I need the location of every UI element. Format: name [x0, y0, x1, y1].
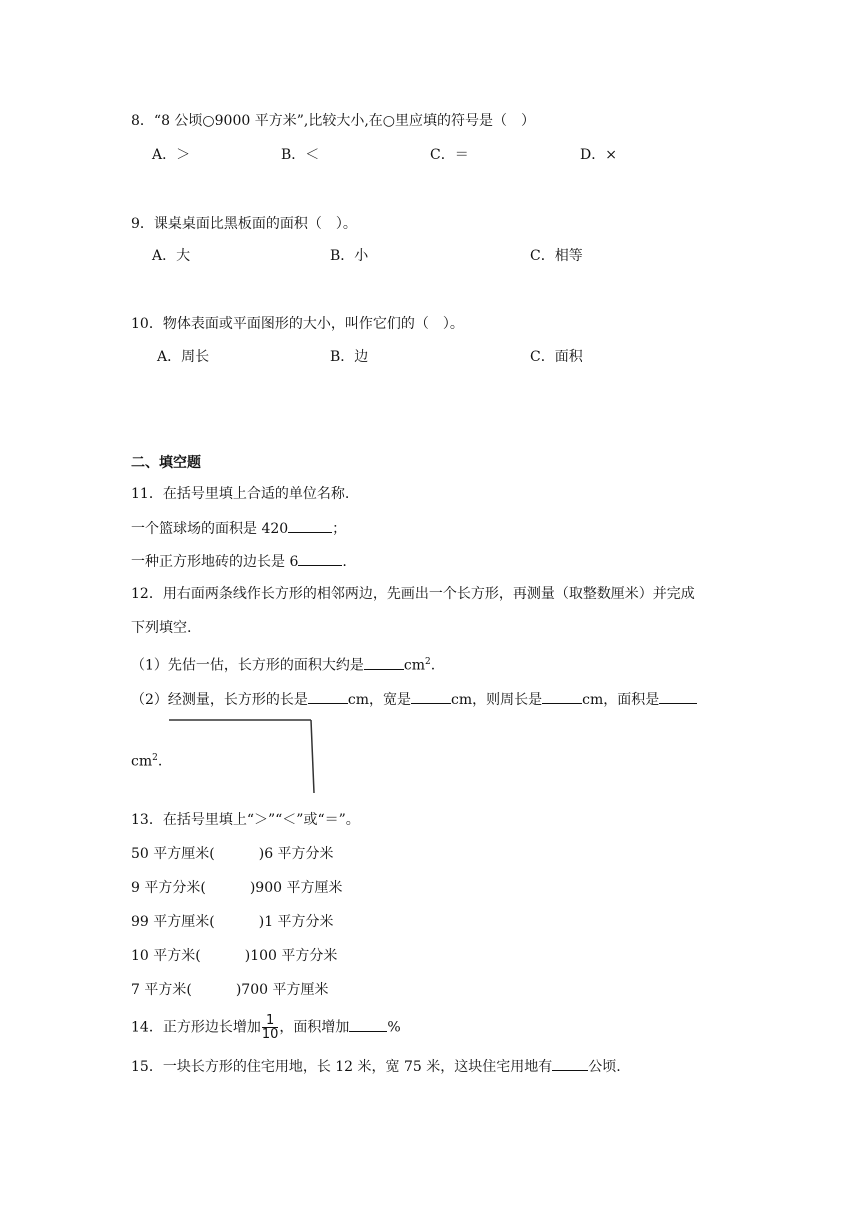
q10-option-b[interactable]: B．边 — [330, 349, 369, 365]
q15-unit: 公顷. — [588, 1059, 621, 1075]
q12-blank-width[interactable] — [411, 689, 451, 704]
q11-line-1-text: 一个篮球场的面积是 420 — [131, 521, 289, 537]
q12-blank-estimate[interactable] — [364, 655, 404, 670]
q12-line-figure — [165, 715, 325, 795]
q14-text-mid: ，面积增加 — [279, 1019, 350, 1036]
q13-row-right: )900 平方厘米 — [249, 880, 343, 896]
q14-blank[interactable] — [349, 1017, 387, 1032]
question-13-stem: 13．在括号里填上“＞”“＜”或“＝”。 — [131, 812, 360, 828]
q12-unit-2: cm — [131, 753, 153, 770]
q12-unit-2-sup: 2 — [152, 753, 158, 763]
q12-part-2-text-a: （2）经测量，长方形的长是 — [131, 692, 308, 708]
q11-blank-2[interactable] — [298, 551, 342, 566]
question-14 — [131, 1014, 401, 1041]
q14-fraction-denominator: 10 — [261, 1027, 279, 1042]
q12-part-2-text-d: cm，面积是 — [582, 692, 660, 708]
q12-vertical-line — [311, 720, 314, 793]
q8-option-c[interactable]: C．＝ — [430, 147, 469, 163]
question-8-stem: 8．“8 公顷○9000 平方米”,比较大小,在○里应填的符号是（ ） — [131, 113, 535, 129]
q15-text: 15．一块长方形的住宅用地，长 12 米，宽 75 米，这块住宅用地有 — [131, 1059, 553, 1075]
q10-option-a[interactable]: A．周长 — [157, 349, 210, 365]
q13-row-right: )100 平方分米 — [244, 948, 338, 964]
q12-unit-1: cm — [403, 657, 426, 674]
q14-fraction — [262, 1014, 279, 1041]
q12-part-2-unit — [131, 748, 162, 772]
q12-unit-1-sup: 2 — [425, 657, 431, 667]
q14-percent: % — [387, 1019, 401, 1036]
q8-option-a[interactable]: A．＞ — [152, 147, 191, 163]
q14-fraction-numerator: 1 — [262, 1014, 279, 1028]
question-11-stem: 11．在括号里填上合适的单位名称. — [131, 486, 350, 502]
q9-option-c[interactable]: C．相等 — [530, 248, 583, 264]
q12-part-2-text-c: cm，则周长是 — [451, 692, 543, 708]
q11-blank-1[interactable] — [288, 518, 332, 533]
question-10-stem: 10．物体表面或平面图形的大小，叫作它们的（ ）。 — [131, 316, 464, 332]
q13-row-3 — [131, 912, 334, 932]
q13-row-left: 99 平方厘米( — [131, 914, 215, 930]
q11-line-1-end: ； — [332, 521, 347, 537]
q11-line-2 — [131, 551, 347, 572]
q13-row-5 — [131, 980, 328, 1000]
q13-row-2 — [131, 878, 342, 898]
q12-part-1-end: . — [430, 657, 436, 674]
q13-row-1 — [131, 844, 334, 864]
q12-part-2-text-b: cm，宽是 — [347, 692, 412, 708]
q13-row-right: )700 平方厘米 — [235, 982, 329, 998]
q13-row-left: 10 平方米( — [131, 948, 201, 964]
q12-part-1 — [131, 652, 435, 676]
q12-blank-perimeter[interactable] — [542, 689, 582, 704]
q13-row-right: )6 平方分米 — [258, 846, 334, 862]
q9-option-b[interactable]: B．小 — [330, 248, 369, 264]
q10-option-c[interactable]: C．面积 — [530, 349, 583, 365]
q12-part-2-end: . — [157, 753, 163, 770]
q12-blank-length[interactable] — [308, 689, 348, 704]
question-12-stem-cont: 下列填空. — [131, 620, 192, 636]
q15-blank[interactable] — [552, 1056, 588, 1071]
q9-option-a[interactable]: A．大 — [152, 248, 191, 264]
q13-row-left: 50 平方厘米( — [131, 846, 215, 862]
q13-row-left: 9 平方分米( — [131, 880, 206, 896]
q14-text: 14．正方形边长增加 — [131, 1019, 261, 1036]
q8-option-d[interactable]: D．× — [580, 147, 617, 163]
q11-line-2-end: . — [342, 554, 347, 570]
q13-row-right: )1 平方分米 — [258, 914, 334, 930]
q13-row-4 — [131, 946, 337, 966]
question-9-stem: 9．课桌桌面比黑板面的面积（ ）。 — [131, 216, 357, 232]
section-title: 二、填空题 — [131, 455, 201, 471]
q8-option-b[interactable]: B．＜ — [281, 147, 320, 163]
q13-row-left: 7 平方米( — [131, 982, 192, 998]
question-15 — [131, 1056, 621, 1077]
q11-line-2-text: 一种正方形地砖的边长是 6 — [131, 554, 299, 570]
q11-line-1 — [131, 518, 346, 539]
q12-blank-area[interactable] — [659, 689, 697, 704]
q12-part-1-text: （1）先估一估，长方形的面积大约是 — [131, 657, 364, 674]
q12-part-2 — [131, 689, 697, 710]
question-12-stem: 12．用右面两条线作长方形的相邻两边，先画出一个长方形，再测量（取整数厘米）并完成 — [131, 586, 695, 602]
